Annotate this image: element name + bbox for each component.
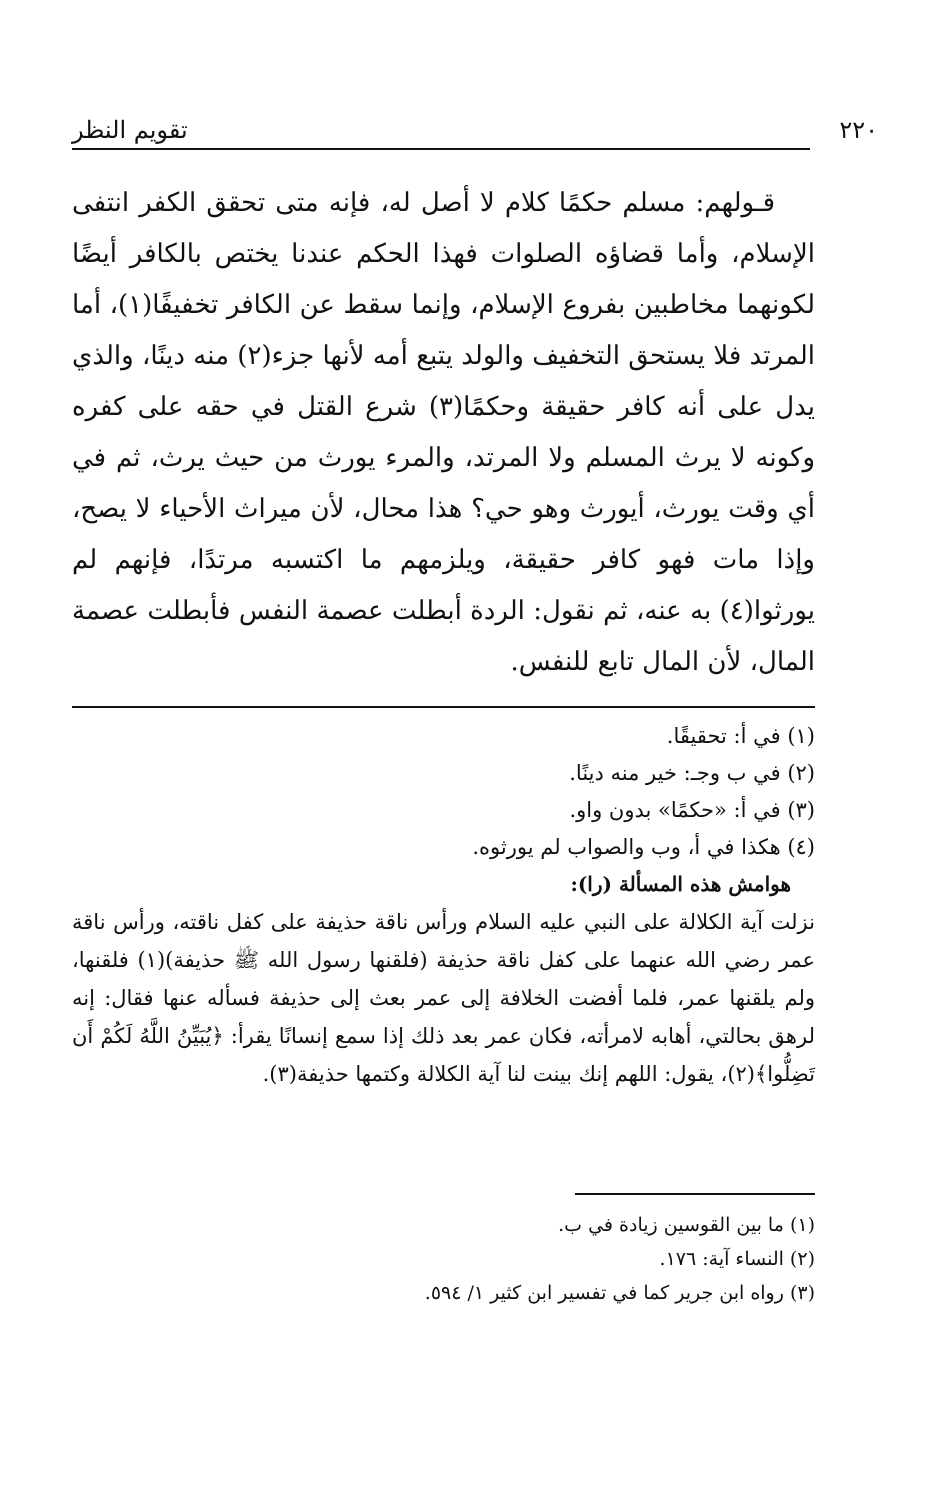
page-header [72, 110, 878, 150]
page-number: ٢٢٠ [839, 116, 878, 144]
body-paragraph-text: قـولهم: مسلم حكمًا كلام لا أصل له، فإنه متى تحقق الكفر انتفى الإسلام، وأما قضاؤه الصلوات فهذا الحكم عندنا يختص بالكافر أيضًا لكونهما مخاطبين بفروع الإسلام، وإنما سقط عن الكافر تخفيفًا(١)، أما المرتد فلا يستحق التخفيف والولد يتبع أمه لأنها جزء(٢) منه دينًا، والذي يدل على أنه كافر حقيقة وحكمًا(٣) شرع القتل في حقه على كفره وكونه لا يرث المسلم ولا المرتد، والمرء يورث من حيث يرث، ثم في أي وقت يورث، أيورث وهو حي؟ هذا محال، لأن ميراث الأحياء لا يصح، وإذا مات فهو كافر حقيقة، ويلزمهم ما اكتسبه مرتدًا، فإنهم لم يورثوا(٤) به عنه، ثم نقول: الردة أبطلت عصمة النفس فأبطلت عصمة المال، لأن المال تابع للنفس. [72, 188, 816, 677]
body-paragraph [72, 178, 815, 688]
sub-footnote-divider [575, 1193, 815, 1195]
sub-footnote: (٣) رواه ابن جرير كما في تفسير ابن كثير ١/ ٥٩٤. [424, 1282, 815, 1304]
main-text [72, 178, 815, 688]
footnote: (١) في أ: تحقيقًا. [666, 724, 815, 748]
sub-footnotes [72, 1208, 815, 1310]
book-title: تقويم النظر [72, 116, 188, 144]
sub-footnote: (٢) النساء آية: ١٧٦. [659, 1248, 815, 1270]
margin-notes-heading: هوامش هذه المسألة (را): [570, 872, 791, 896]
margin-notes-text: نزلت آية الكلالة على النبي عليه السلام ورأس ناقة حذيفة على كفل ناقته، ورأس ناقة عمر رضي الله عنهما على كفل ناقة حذيفة (فلقنها رسول الله ﷺ حذيفة)(١) فلقنها، ولم يلقنها عمر، فلما أفضت الخلافة إلى عمر بعث إلى حذيفة فسأله عنها فقال: إنه لرهق بحالتي، أهابه لامرأته، فكان عمر بعد ذلك إذا سمع إنسانًا يقرأ: ﴿يُبَيِّنُ اللَّهُ لَكُمْ أَن تَضِلُّوا﴾(٢)، يقول: اللهم إنك بينت لنا آية الكلالة وكتمها حذيفة(٣). [72, 910, 815, 1086]
footnote-divider [72, 706, 815, 708]
footnote: (٢) في ب وجـ: خير منه دينًا. [569, 761, 815, 785]
sub-footnote: (١) ما بين القوسين زيادة في ب. [558, 1214, 815, 1236]
footnote: (٤) هكذا في أ، وب والصواب لم يورثوه. [472, 835, 815, 859]
header-divider [72, 148, 810, 150]
footnote: (٣) في أ: «حكمًا» بدون واو. [569, 798, 815, 822]
footnotes [72, 718, 815, 1093]
